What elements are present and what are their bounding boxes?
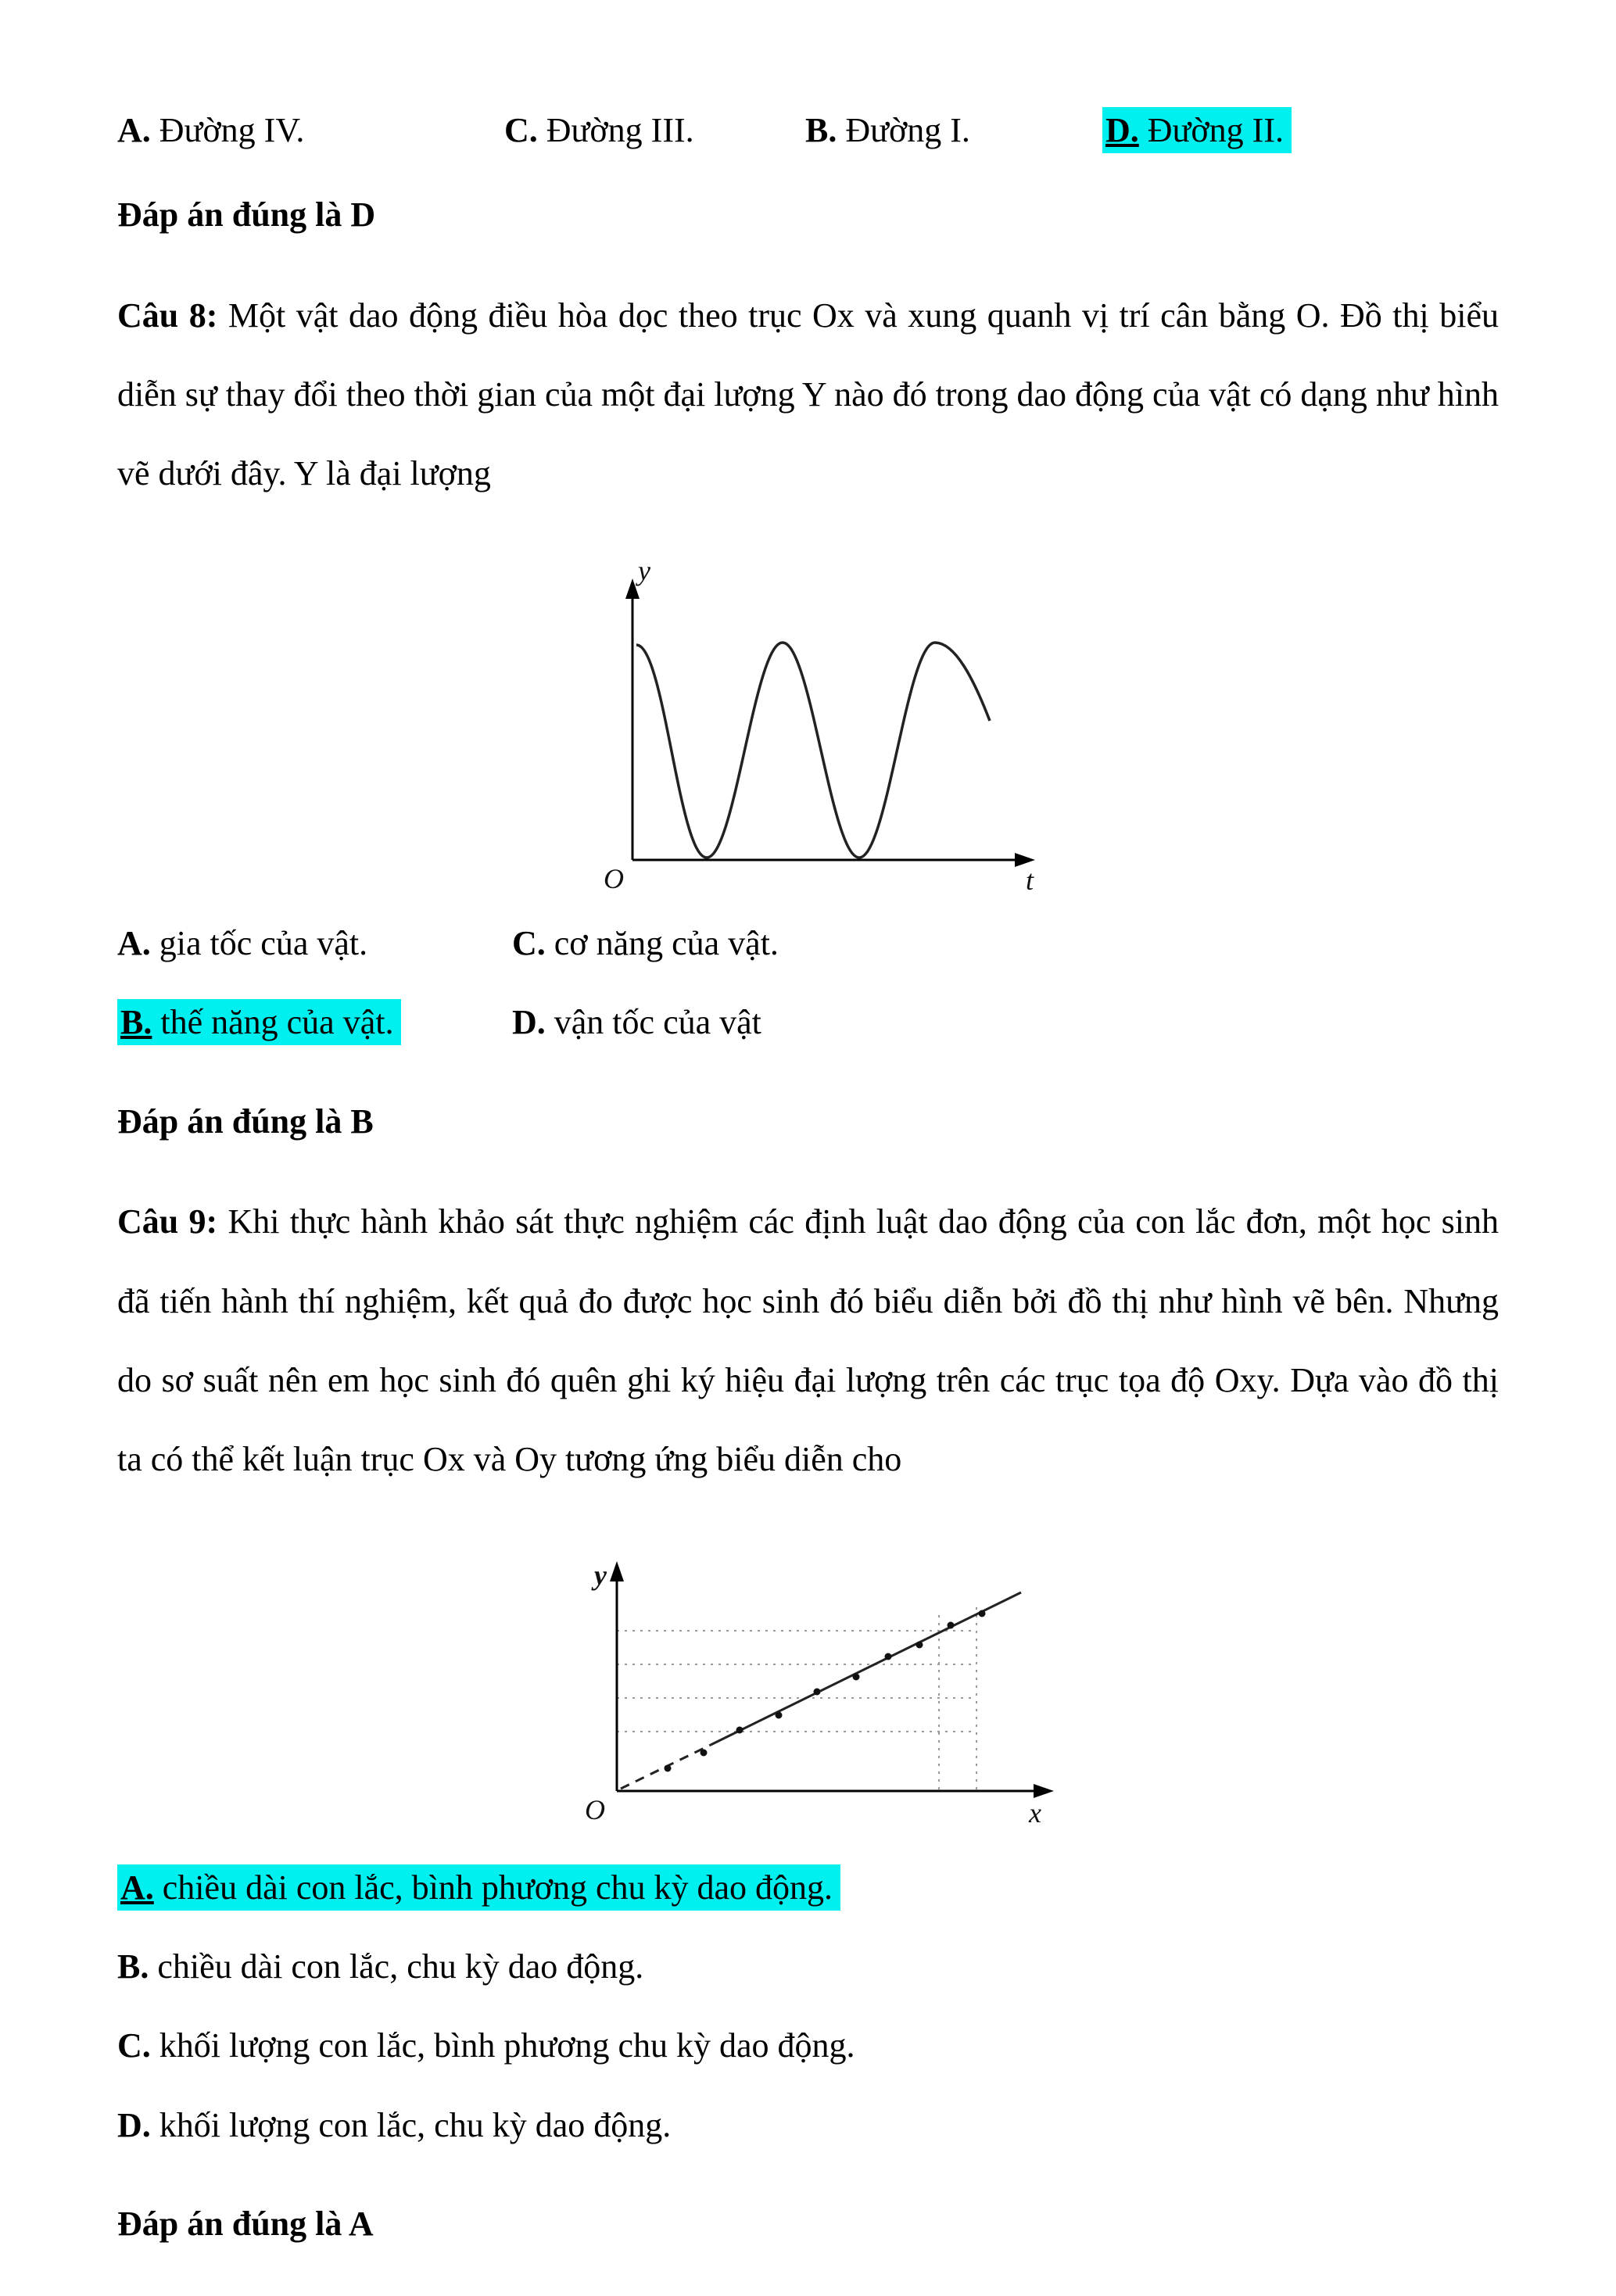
- x-axis-label: x: [1028, 1797, 1041, 1827]
- option-text: vận tốc của vật: [554, 1003, 761, 1042]
- highlighted-answer: [117, 1864, 840, 1911]
- option-d: [117, 2086, 1499, 2165]
- option-label: C.: [117, 2026, 151, 2065]
- y-axis-label: y: [593, 1560, 607, 1592]
- option-label: B.: [805, 111, 837, 149]
- answer-key-line: Đáp án đúng là B: [117, 1101, 374, 1141]
- option-a: [117, 904, 512, 983]
- option-text: chiều dài con lắc, bình phương chu kỳ dao động.: [162, 1868, 833, 1907]
- option-c: [512, 904, 1499, 983]
- scatter-graph-svg: [550, 1533, 1066, 1826]
- question-8-options: [117, 904, 1499, 1062]
- option-text: thế năng của vật.: [160, 1003, 394, 1042]
- question-text: Khi thực hành khảo sát thực nghiệm các định luật dao động của con lắc đơn, một học sinh đã tiến hành thí nghiệm, kết quả đo được học sinh đó biểu diễn bởi đồ thị như hình vẽ bên. Nhưng do sơ suất nên em học sinh đó quên ghi ký hiệu đại lượng trên các trục tọa độ Oxy. Dựa vào đồ thị ta có thể kết luận trục Ox và Oy tương ứng biểu diễn cho: [117, 1202, 1500, 1478]
- option-text: Đường III.: [546, 111, 694, 149]
- option-b: [117, 1927, 1499, 2006]
- figure-oscillation-graph: [117, 547, 1499, 891]
- option-label: B.: [120, 1003, 152, 1042]
- option-label: A.: [117, 111, 151, 149]
- oscillation-graph-svg: [566, 547, 1051, 891]
- data-point: [700, 1750, 707, 1757]
- option-text: chiều dài con lắc, chu kỳ dao động.: [157, 1947, 644, 1986]
- x-axis-arrow-icon: [1034, 1784, 1054, 1798]
- y-axis-arrow-icon: [610, 1561, 624, 1581]
- option-a-correct: [117, 1848, 1499, 1927]
- question-8-paragraph: [117, 276, 1499, 514]
- data-point: [664, 1765, 671, 1772]
- figure-scatter-graph: [117, 1533, 1499, 1826]
- option-text: cơ năng của vật.: [554, 924, 779, 963]
- option-c: [117, 2006, 1499, 2085]
- option-label: A.: [117, 924, 151, 963]
- data-point: [775, 1712, 782, 1719]
- energy-curve: [636, 643, 990, 858]
- option-text: khối lượng con lắc, bình phương chu kỳ dao động.: [159, 2026, 855, 2065]
- answer-options-row: [117, 106, 1499, 156]
- option-label: D.: [117, 2105, 151, 2144]
- origin-label: O: [603, 863, 624, 892]
- option-text: gia tốc của vật.: [159, 924, 368, 963]
- data-point: [852, 1674, 859, 1681]
- option-label: B.: [117, 1947, 149, 1986]
- highlighted-answer: [1102, 107, 1292, 153]
- data-point: [736, 1727, 743, 1734]
- option-text: Đường IV.: [159, 111, 305, 149]
- trend-line: [711, 1592, 1021, 1745]
- option-label: D.: [1105, 111, 1139, 149]
- data-point: [978, 1610, 985, 1617]
- t-axis-label: t: [1025, 865, 1034, 892]
- option-b: [805, 106, 1102, 156]
- option-c: [504, 106, 805, 156]
- option-label: D.: [512, 1003, 546, 1042]
- question-number: Câu 9:: [117, 1202, 218, 1241]
- answer-key-line: Đáp án đúng là A: [117, 2204, 374, 2243]
- data-point: [947, 1622, 954, 1629]
- origin-label: O: [584, 1794, 605, 1826]
- highlighted-answer: [117, 999, 401, 1045]
- option-label: C.: [504, 111, 538, 149]
- option-label: A.: [120, 1868, 154, 1907]
- data-point: [813, 1689, 820, 1696]
- option-label: C.: [512, 924, 546, 963]
- answer-key-line: Đáp án đúng là D: [117, 195, 376, 234]
- question-text: Một vật dao động điều hòa dọc theo trục Ox và xung quanh vị trí cân bằng O. Đồ thị biểu diễn sự thay đổi theo thời gian của một đại lượng Y nào đó trong dao động của vật có dạng như hình vẽ dưới đây. Y là đại lượng: [117, 296, 1499, 493]
- option-d: [512, 983, 1499, 1062]
- option-text: khối lượng con lắc, chu kỳ dao động.: [159, 2105, 672, 2144]
- data-point: [884, 1653, 891, 1660]
- option-text: Đường I.: [845, 111, 970, 149]
- question-9-paragraph: [117, 1182, 1499, 1499]
- data-point: [915, 1642, 923, 1649]
- option-d-correct: [1102, 106, 1499, 156]
- y-axis-label: y: [637, 555, 650, 587]
- option-b-correct: [117, 983, 512, 1062]
- option-a: [117, 106, 504, 156]
- question-number: Câu 8:: [117, 296, 218, 335]
- question-9-options: [117, 1848, 1499, 2165]
- option-text: Đường II.: [1147, 111, 1284, 149]
